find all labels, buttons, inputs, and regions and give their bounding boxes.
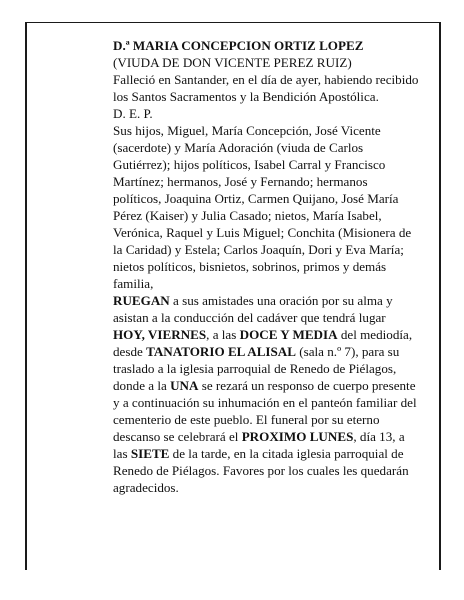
tanatorio-name: TANATORIO EL ALISAL <box>146 344 296 359</box>
frame-left-rule <box>25 22 27 570</box>
widow-line: (VIUDA DE DON VICENTE PEREZ RUIZ) <box>113 55 352 70</box>
request-text-6: , día 13, a las <box>113 429 405 461</box>
funeral-request <box>113 292 419 496</box>
siete-time: SIETE <box>130 446 170 461</box>
frame-top-rule <box>25 22 441 23</box>
proximo-lunes: PROXIMO LUNES <box>241 429 354 444</box>
obituary-notice <box>113 37 419 496</box>
request-text-5: se rezará un responso de cuerpo presente y a continuación su inhumación en el panteón familiar del cementerio de este pueblo. El funeral por su eterno descanso se celebrará el <box>113 378 417 444</box>
rip-line: D. E. P. <box>113 106 153 121</box>
family-list: Sus hijos, Miguel, María Concepción, José Vicente (sacerdote) y María Adoración (viuda de Carlos Gutiérrez); hijos políticos, Isabel Carral y Francisco Martínez; hermanos, José y Fernando; hermanos políticos, Joaquina Ortiz, Carmen Quijano, José María Pérez (Kaiser) y Julia Casado; nietos, María Isabel, Verónica, Raquel y Luis Miguel; Conchita (Misionera de la Caridad) y Estela; Carlos Joaquín, Dori y Eva María; nietos políticos, bisnietos, sobrinos, primos y demás familia, <box>113 123 412 291</box>
request-text-4: (sala n.º 7), para su traslado a la iglesia parroquial de Renedo de Piélagos, donde a la <box>113 344 400 393</box>
deceased-name: D.ª MARIA CONCEPCION ORTIZ LOPEZ <box>113 38 364 53</box>
death-statement: Falleció en Santander, en el día de ayer, habiendo recibido los Santos Sacramentos y la Bendición Apostólica. <box>113 72 419 104</box>
doce-y-media: DOCE Y MEDIA <box>239 327 338 342</box>
una-time: UNA <box>170 378 199 393</box>
request-text-7: de la tarde, en la citada iglesia parroquial de Renedo de Piélagos. Favores por los cuales les quedarán agradecidos. <box>113 446 409 495</box>
request-text-1: a sus amistades una oración por su alma y asistan a la conducción del cadáver que tendrá lugar <box>113 293 393 325</box>
hoy-viernes: HOY, VIERNES <box>113 327 207 342</box>
ruegan-word: RUEGAN <box>113 293 170 308</box>
frame-right-rule <box>439 22 441 570</box>
request-text-2: , a las <box>206 327 240 342</box>
request-text-3: del mediodía, desde <box>113 327 413 359</box>
